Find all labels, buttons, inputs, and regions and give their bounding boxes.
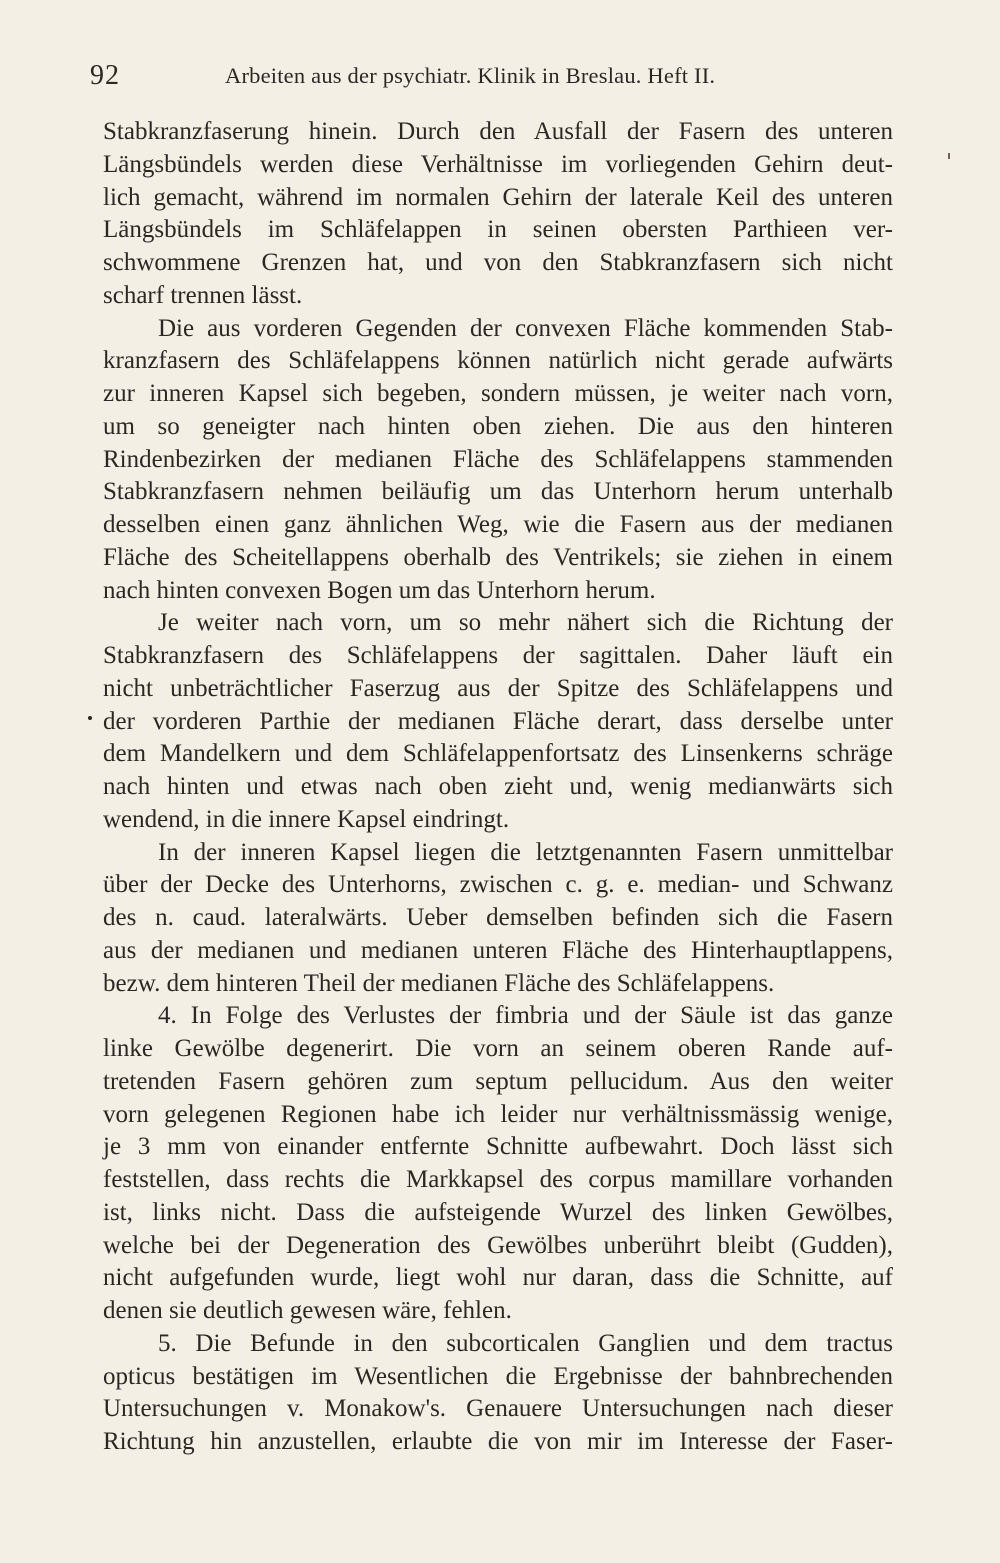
text-line: Längsbündels werden diese Verhältnisse im vorliegenden Gehirn deut- <box>103 150 893 178</box>
text-line: nicht unbeträchtlicher Faserzug aus der Spitze des Schläfelappens und <box>103 674 893 702</box>
paragraph-start-line: In der inneren Kapsel liegen die letztgenannten Fasern unmittelbar <box>158 838 893 866</box>
text-line: lich gemacht, während im normalen Gehirn der laterale Keil des unteren <box>103 183 893 211</box>
paragraph-start-line: Je weiter nach vorn, um so mehr nähert sich die Richtung der <box>158 609 893 637</box>
text-line: Stabkranzfaserung hinein. Durch den Ausfall der Fasern des unteren <box>103 118 893 145</box>
text-line: dem Mandelkern und dem Schläfelappenfortsatz des Linsenkerns schräge <box>103 740 893 768</box>
paragraph-start-line: 4. In Folge des Verlustes der fimbria und der Säule ist das ganze <box>158 1002 893 1030</box>
text-line: ist, links nicht. Dass die aufsteigende Wurzel des linken Gewölbes, <box>103 1198 893 1226</box>
text-line: desselben einen ganz ähnlichen Weg, wie die Fasern aus der medianen <box>103 511 893 538</box>
text-line: über der Decke des Unterhorns, zwischen c. g. e. median- und Schwanz <box>103 871 893 899</box>
text-line: des n. caud. lateralwärts. Ueber demselben befinden sich die Fasern <box>103 904 893 931</box>
text-line: um so geneigter nach hinten oben ziehen. Die aus den hinteren <box>103 412 893 440</box>
text-line: denen sie deutlich gewesen wäre, fehlen. <box>103 1297 512 1324</box>
text-line: scharf trennen lässt. <box>103 281 303 309</box>
text-line: wendend, in die innere Kapsel eindringt. <box>103 805 510 833</box>
paragraph-start-line: 5. Die Befunde in den subcorticalen Ganglien und dem tractus <box>158 1329 893 1357</box>
text-line: linke Gewölbe degenerirt. Die vorn an seinem oberen Rande auf- <box>103 1035 893 1062</box>
text-line: Untersuchungen v. Monakow's. Genauere Untersuchungen nach dieser <box>103 1395 893 1423</box>
text-line: zur inneren Kapsel sich begeben, sondern müssen, je weiter nach vorn, <box>103 380 893 407</box>
page-number: 92 <box>90 60 120 91</box>
text-line: nach hinten und etwas nach oben zieht und, wenig medianwärts sich <box>103 773 893 800</box>
text-line: nicht aufgefunden wurde, liegt wohl nur daran, dass die Schnitte, auf <box>103 1264 893 1292</box>
text-line: aus der medianen und medianen unteren Fläche des Hinterhauptlappens, <box>103 936 893 964</box>
text-line: Stabkranzfasern des Schläfelappens der sagittalen. Daher läuft ein <box>103 642 893 669</box>
body-text <box>103 116 893 1459</box>
paragraph-start-line: Die aus vorderen Gegenden der convexen Fläche kommenden Stab- <box>158 314 893 342</box>
text-line: schwommene Grenzen hat, und von den Stabkranzfasern sich nicht <box>103 249 893 276</box>
running-head-title: Arbeiten aus der psychiatr. Klinik in Breslau. Heft II. <box>225 63 716 88</box>
text-line: nach hinten convexen Bogen um das Unterhorn herum. <box>103 576 656 604</box>
text-line: opticus bestätigen im Wesentlichen die Ergebnisse der bahnbrechenden <box>103 1362 893 1390</box>
text-line: je 3 mm von einander entfernte Schnitte aufbewahrt. Doch lässt sich <box>103 1133 893 1161</box>
text-line: kranzfasern des Schläfelappens können natürlich nicht gerade aufwärts <box>103 347 893 375</box>
running-head <box>90 60 890 100</box>
text-line: Rindenbezirken der medianen Fläche des Schläfelappens stammenden <box>103 445 893 473</box>
text-line: welche bei der Degeneration des Gewölbes unberührt bleibt (Gudden), <box>103 1231 893 1259</box>
margin-mark <box>948 153 950 159</box>
text-line: Richtung hin anzustellen, erlaubte die von mir im Interesse der Faser- <box>103 1428 893 1455</box>
text-line: bezw. dem hinteren Theil der medianen Fläche des Schläfelappens. <box>103 969 775 997</box>
text-line: feststellen, dass rechts die Markkapsel des corpus mamillare vorhanden <box>103 1166 893 1193</box>
text-line: Längsbündels im Schläfelappen in seinen obersten Parthieen ver- <box>103 216 893 244</box>
text-line: Stabkranzfasern nehmen beiläufig um das Unterhorn herum unterhalb <box>103 478 893 506</box>
text-line: vorn gelegenen Regionen habe ich leider nur verhältnissmässig wenige, <box>103 1100 893 1128</box>
text-line: tretenden Fasern gehören zum septum pellucidum. Aus den weiter <box>103 1067 893 1095</box>
text-line: Fläche des Scheitellappens oberhalb des Ventrikels; sie ziehen in einem <box>103 543 893 571</box>
text-line: der vorderen Parthie der medianen Fläche derart, dass derselbe unter <box>103 707 893 735</box>
margin-mark <box>88 716 92 720</box>
